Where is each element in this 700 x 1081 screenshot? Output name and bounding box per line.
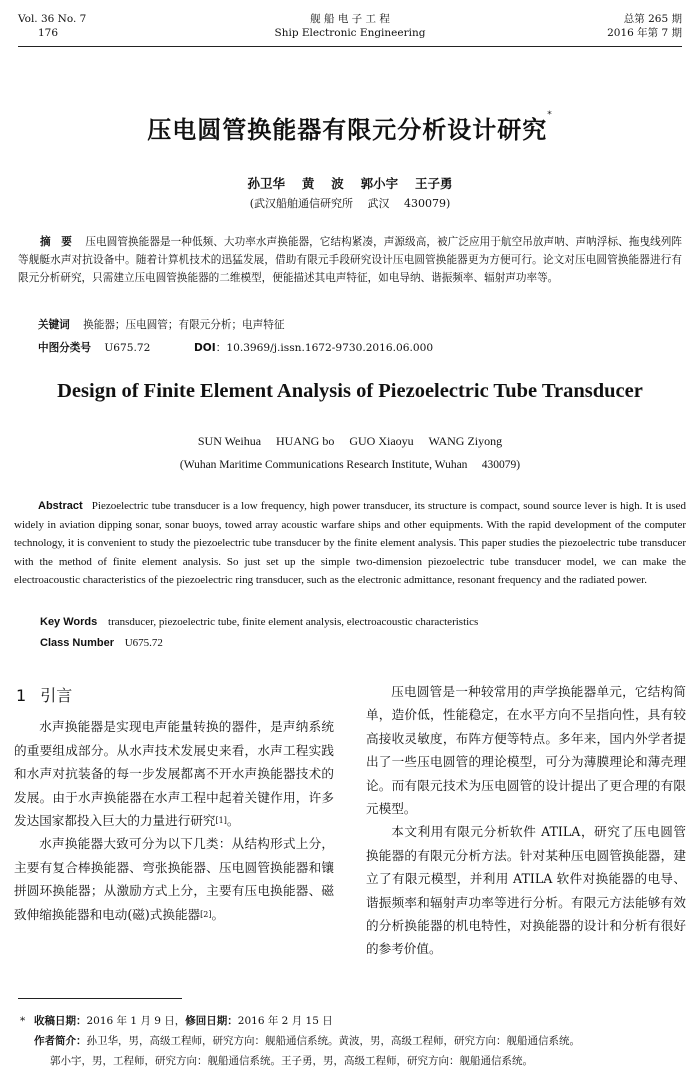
keywords-cn-text: 换能器；压电圆管；有限元分析；电声特征: [83, 319, 285, 331]
title-footnote-mark: *: [547, 110, 553, 120]
abstract-en-text: Piezoelectric tube transducer is a low frequency, high power transducer, its structure is compact, sound source lever is high. It is used widely in aviation dipping sonar, sonar buoys, towed array acoustic warfare ships and other equipments. With the rapid development of the computer technology, it is convenient to study the piezoelectric tube transducer by the finite element analysis. This paper studies the piezoelectric tube transducer with the method of finite element analysis. So just set up the simple two-dimension piezoelectric tube transducer model, we can make the electroacoustic characteristics of the piezoelectric ring transducer, such as the electronic admittance, resonant frequency and the radiated power.: [14, 500, 687, 587]
affiliation-cn: (武汉船舶通信研究所 武汉 430079): [249, 197, 451, 210]
header-center: [18, 12, 682, 40]
paragraph-end: 。: [226, 813, 240, 829]
class-en-value: U675.72: [124, 637, 163, 649]
received-label: 收稿日期：: [34, 1015, 87, 1027]
footnote-dates: [34, 1011, 686, 1031]
section-title: 引言: [40, 686, 73, 705]
class-cn-value: U675.72: [104, 342, 151, 354]
page-number: 176: [38, 27, 59, 39]
abstract-cn-text: 压电圆管换能器是一种低频、大功率水声换能器，它结构紧凑，声源级高，被广泛应用于航空吊放声呐、声呐浮标、拖曳线列阵等舰艇水声对抗设备中。随着计算机技术的迅猛发展，借助有限元手段研究设计压电圆管换能器更为方便可行。论文对压电圆管换能器进行有限元分析研究，只需建立压电圆管换能器的二维模型，便能描述其电声特征，如电导纳、谐振频率、辐射声功率等。: [18, 236, 683, 284]
bio-text-1: 孙卫华，男，高级工程师，研究方向：舰船通信系统。黄波，男，高级工程师，研究方向：舰船通信系统。: [86, 1035, 580, 1047]
body-paragraph: 压电圆管是一种较常用的声学换能器单元，它结构简单，造价低，性能稳定，在水平方向不呈指向性，具有较高接收灵敏度，布阵方便等特点。多年来，国内外学者提出了一些压电圆管的理论模型，可分为薄膜理论和薄壳理论。而有限元技术为压电圆管的设计提出了更合理的有限元模型。: [366, 684, 686, 817]
section-number: 1: [16, 686, 27, 705]
volume-number: Vol. 36 No. 7: [18, 13, 87, 25]
classification-en: [40, 637, 686, 649]
journal-name-en: Ship Electronic Engineering: [274, 27, 426, 39]
classification-cn: [38, 340, 682, 355]
abstract-cn-label: 摘 要: [40, 236, 72, 248]
class-en-label: Class Number: [40, 637, 114, 649]
keywords-en-text: transducer, piezoelectric tube, finite element analysis, electroacoustic characteristics: [108, 616, 479, 628]
doi-value: 10.3969/j.issn.1672-9730.2016.06.000: [226, 342, 434, 354]
keywords-cn-label: 关键词: [38, 319, 70, 331]
paragraph-end: 。: [211, 906, 225, 922]
footnote: [20, 1011, 686, 1071]
body-paragraph: [14, 715, 334, 832]
doi-label: DOI: [194, 342, 216, 354]
body-left-column: [14, 680, 334, 926]
bio-label: 作者简介：: [34, 1035, 87, 1047]
paper-title-cn: [0, 110, 700, 145]
abstract-en: [14, 497, 686, 590]
footnote-rule: [18, 998, 182, 999]
section-heading: [16, 684, 334, 707]
class-cn-label: 中图分类号: [38, 342, 91, 354]
authors-cn: 孙卫华 黄 波 郭小宇 王子勇: [247, 176, 453, 191]
abstract-en-label: Abstract: [38, 500, 83, 512]
abstract-cn: [18, 233, 682, 287]
citation-ref[interactable]: [1]: [215, 816, 227, 826]
bio-text-2: 郭小宇，男，工程师，研究方向：舰船通信系统。王子勇，男，高级工程师，研究方向：舰船通信系统。: [50, 1055, 533, 1067]
keywords-en-label: Key Words: [40, 616, 98, 628]
body-paragraph: [14, 832, 334, 926]
paragraph-text: 水声换能器是实现电声能量转换的器件，是声纳系统的重要组成部分。从水声技术发展史来看，水声工程实践和水声对抗装备的每一步发展都离不开水声换能器技术的发展。由于水声换能器在水声工程中起着关键作用，许多发达国家都投入巨大的力量进行研究: [14, 719, 334, 829]
body-right-column: [366, 680, 686, 961]
header-rule: [18, 46, 682, 47]
paragraph-text: 水声换能器大致可分为以下几类：从结构形式上分，主要有复合棒换能器、弯张换能器、压电圆管换能器和镶拼圆环换能器；从激励方式上分，主要有压电换能器、磁致伸缩换能器和电动(磁)式换能器: [14, 836, 334, 922]
journal-name-cn: 舰 船 电 子 工 程: [310, 13, 390, 25]
year-issue: 2016 年第 7 期: [607, 27, 682, 39]
received-date: 2016 年 1 月 9 日，: [86, 1015, 186, 1027]
revised-label: 修回日期：: [185, 1015, 238, 1027]
keywords-en: [40, 616, 686, 628]
title-cn-text: 压电圆管换能器有限元分析设计研究: [147, 116, 548, 144]
citation-ref[interactable]: [2]: [200, 909, 212, 919]
header-right: [607, 12, 682, 40]
paper-title-en: Design of Finite Element Analysis of Piezoelectric Tube Transducer: [57, 380, 643, 402]
affiliation-en: (Wuhan Maritime Communications Research Institute, Wuhan 430079): [179, 459, 521, 471]
footnote-star: *: [20, 1015, 26, 1027]
authors-en: SUN Weihua HUANG bo GUO Xiaoyu WANG Ziyong: [197, 434, 503, 448]
total-issue: 总第 265 期: [623, 13, 682, 25]
author-bio: [34, 1031, 686, 1051]
doi: DOI：10.3969/j.issn.1672-9730.2016.06.000: [194, 342, 434, 354]
running-header: [18, 12, 682, 52]
revised-date: 2016 年 2 月 15 日: [237, 1015, 333, 1027]
keywords-cn: [38, 317, 682, 332]
body-paragraph: 本文利用有限元分析软件 ATILA，研究了压电圆管换能器的有限元分析方法。针对某种压电圆管换能器，建立了有限元模型，并利用 ATILA 软件对换能器的电导、谐振频率和辐射声功率等进行分析。有限元方法能够有效的分析换能器的机电特性，对换能器的设计和分析有很好的参考价值。: [366, 824, 686, 957]
